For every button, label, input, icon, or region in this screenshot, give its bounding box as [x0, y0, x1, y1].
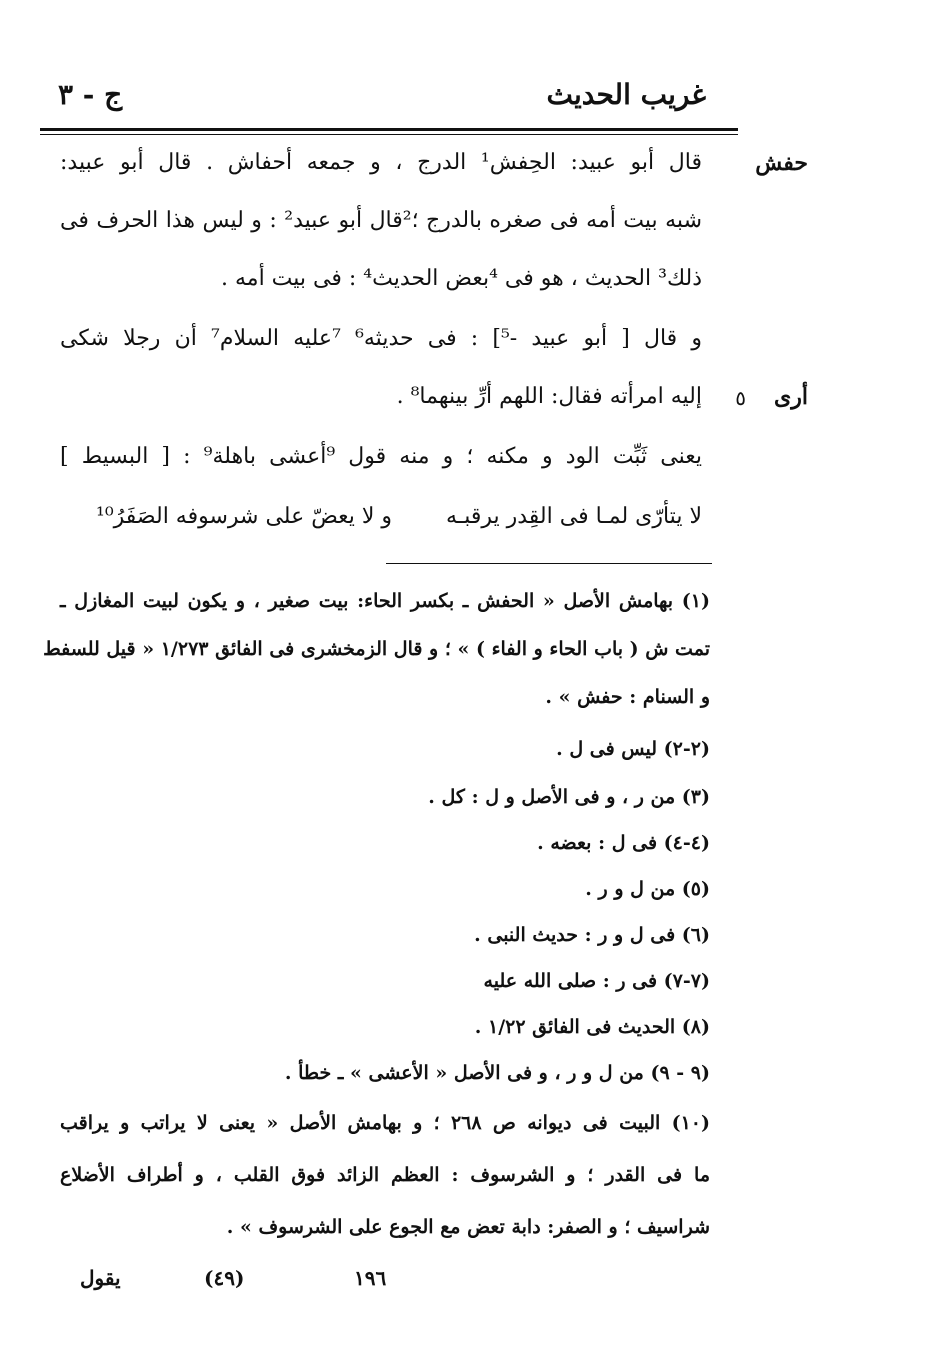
- footnote-line: (٦) فى ل و ر : حديث النبى .: [474, 924, 710, 946]
- headword-ara: أرى: [774, 384, 808, 410]
- headword-hafsh: حفش: [755, 150, 808, 176]
- volume-label: ج - ٣: [58, 78, 123, 111]
- verse-hemistich-first: لا يتأرّى لمـا فى القِدر يرقبـه: [445, 504, 702, 529]
- footnote-line: (٢-٢) ليس فى ل .: [556, 738, 710, 760]
- footnote-line: (٩ - ٩) من ل و ر ، و فى الأصل « الأعشى » ـ خطأ .: [284, 1062, 710, 1084]
- footnote-line: (١) بهامش الأصل « الحفش ـ بكسر الحاء: بيت صغير ، و يكون لبيت المغازل ـ: [60, 590, 710, 612]
- header-rule-thick: [40, 128, 738, 131]
- body-line: إليه امرأته فقال: اللهم أرِّ بينهما⁸ .: [396, 384, 702, 409]
- footnote-separator: [386, 563, 712, 564]
- footnote-line: تمت ش ( باب الحاء و الفاء ) » ؛ و قال الزمخشرى فى الفائق ١/٢٧٣ « قيل للسفط: [43, 638, 710, 660]
- verse-hemistich-second: و لا يعضّ على شرسوفه الصَفَرُ¹⁰: [96, 504, 393, 529]
- body-line: ذلك³ الحديث ، هو فى ⁴بعض الحديث⁴ : فى بيت أمه .: [221, 266, 702, 291]
- footnote-line: (٨) الحديث فى الفائق ١/٢٢ .: [474, 1016, 710, 1038]
- page-number: ١٩٦: [354, 1266, 387, 1290]
- footnote-line: (٥) من ل و ر .: [585, 878, 710, 900]
- header-rule-thin: [40, 134, 738, 135]
- line-number: ٥: [735, 386, 746, 410]
- body-line: يعنى ثَبِّت الود و مكنه ؛ و منه قول ⁹أعشى باهلة⁹ : [ البسيط ]: [60, 444, 703, 469]
- footnote-line: ما فى القدر ؛ و الشرسوف : العظم الزائد فوق القلب ، و أطراف الأضلاع: [60, 1164, 710, 1186]
- body-line: و قال [ أبو عبيد -⁵] : فى حديثه⁶ ⁷عليه السلام⁷ أن رجلا شكى: [60, 326, 702, 351]
- body-line: شبه بيت أمه فى صغره بالدرج ؛²قال أبو عبيد² : و ليس هذا الحرف فى: [60, 208, 702, 233]
- footnote-line: (١٠) البيت فى ديوانه ص ٢٦٨ ؛ و بهامش الأصل « يعنى لا يراتب و يراقب: [60, 1112, 710, 1134]
- footnote-line: (٧-٧) فى ر : صلى الله عليه: [483, 970, 710, 992]
- signature-mark: (٤٩): [204, 1266, 245, 1290]
- running-title: غريب الحديث: [546, 78, 706, 111]
- catchword: يقول: [80, 1266, 121, 1290]
- body-line: قال أبو عبيد: الحِفش¹ الدرج ، و جمعه أحفاش . قال أبو عبيد:: [60, 150, 702, 175]
- footnote-line: (٤-٤) فى ل : بعضه .: [537, 832, 710, 854]
- footnote-line: شراسيف ؛ و الصفر: دابة تعض مع الجوع على الشرسوف » .: [226, 1216, 710, 1238]
- footnote-line: (٣) من ر ، و فى الأصل و ل : كل .: [428, 786, 710, 808]
- footnote-line: و السنام : حفش » .: [545, 686, 710, 708]
